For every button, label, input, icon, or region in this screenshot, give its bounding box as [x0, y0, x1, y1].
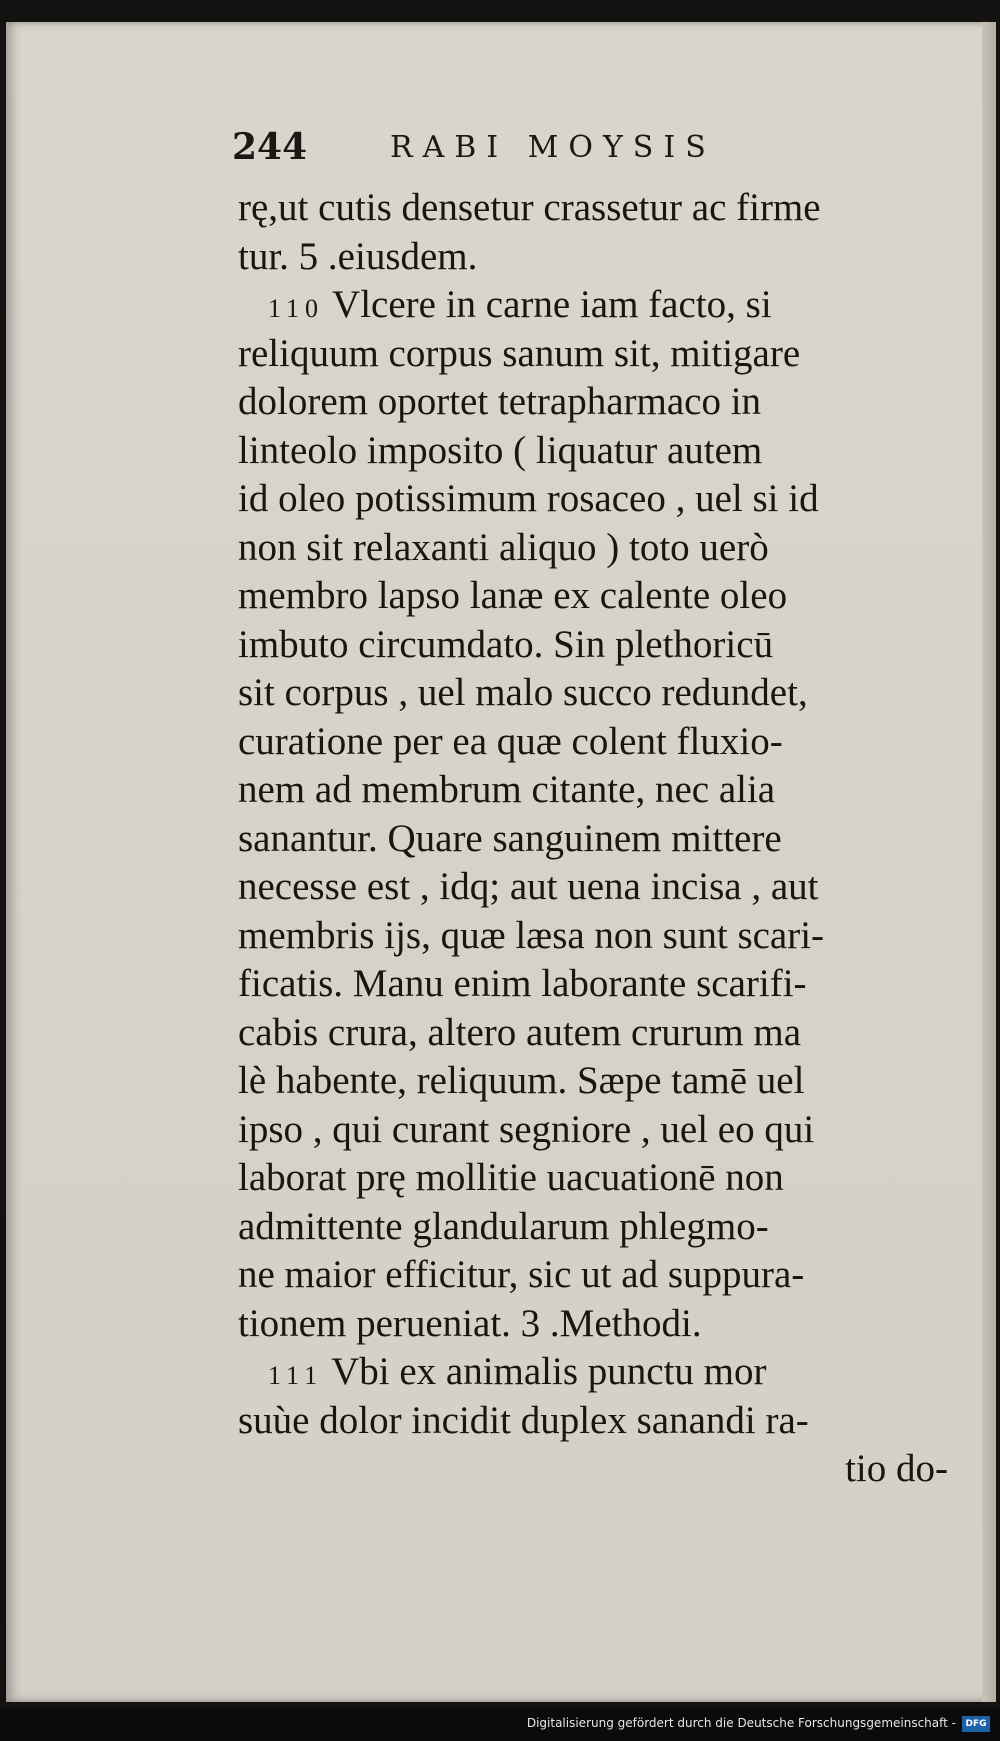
text-line: ficatis. Manu enim laborante scarifi- [238, 962, 807, 1005]
text-line-content: Vlcere in carne iam facto, si [332, 283, 772, 326]
text-line: nem ad membrum citante, nec alia [238, 768, 776, 811]
text-line [238, 1348, 958, 1397]
text-line: rę,ut cutis densetur crassetur ac firme [238, 186, 821, 229]
text-line: non sit relaxanti aliquo ) toto uerò [238, 525, 769, 569]
dfg-logo-icon: DFG [962, 1716, 990, 1732]
text-line: reliquum corpus sanum sit, mitigare [238, 331, 801, 375]
page-header [232, 126, 792, 176]
text-line: curatione per ea quæ colent fluxio- [238, 719, 783, 763]
section-number: 110 [268, 294, 325, 323]
catchword: tio do- [845, 1447, 948, 1490]
text-line: dolorem oportet tetrapharmaco in [238, 380, 762, 423]
running-head: RABI MOYSIS [390, 130, 716, 165]
text-line: necesse est , idq; aut uena incisa , aut [238, 865, 819, 908]
footer-credit: Digitalisierung gefördert durch die Deutsche Forschungsgemeinschaft - [526, 1716, 956, 1730]
text-line: laborat prę mollitie uacuationē non [238, 1156, 784, 1199]
text-line-content: Vbi ex animalis punctu mor [331, 1350, 767, 1393]
text-line: ipso , qui curant segniore , uel eo qui [238, 1107, 815, 1151]
text-line: id oleo potissimum rosaceo , uel si id [238, 477, 819, 520]
page-edge [982, 22, 996, 1702]
text-line: suùe dolor incidit duplex sanandi ra- [238, 1398, 809, 1442]
body-text [238, 184, 958, 1494]
text-line: tur. 5 .eiusdem. [238, 234, 478, 278]
text-line: sanantur. Quare sanguinem mittere [238, 816, 782, 860]
text-line: lè habente, reliquum. Sæpe tamē uel [238, 1059, 805, 1102]
text-line: ne maior efficitur, sic ut ad suppura- [238, 1253, 805, 1296]
text-line: sit corpus , uel malo succo redundet, [238, 671, 808, 714]
text-line [238, 281, 958, 330]
text-line: imbuto circumdato. Sin plethoricū [238, 622, 774, 666]
text-line: membro lapso lanæ ex calente oleo [238, 574, 788, 617]
section-number: 111 [268, 1361, 324, 1390]
text-line: tionem perueniat. 3 .Methodi. [238, 1301, 702, 1345]
text-line: membris ijs, quæ læsa non sunt scari- [238, 913, 825, 957]
footer-bar [0, 1708, 1000, 1741]
page-number: 244 [232, 126, 308, 168]
text-line: cabis crura, altero autem crurum ma [238, 1010, 802, 1054]
text-line: linteolo imposito ( liquatur autem [238, 428, 763, 472]
text-line: admittente glandularum phlegmo- [238, 1204, 769, 1248]
